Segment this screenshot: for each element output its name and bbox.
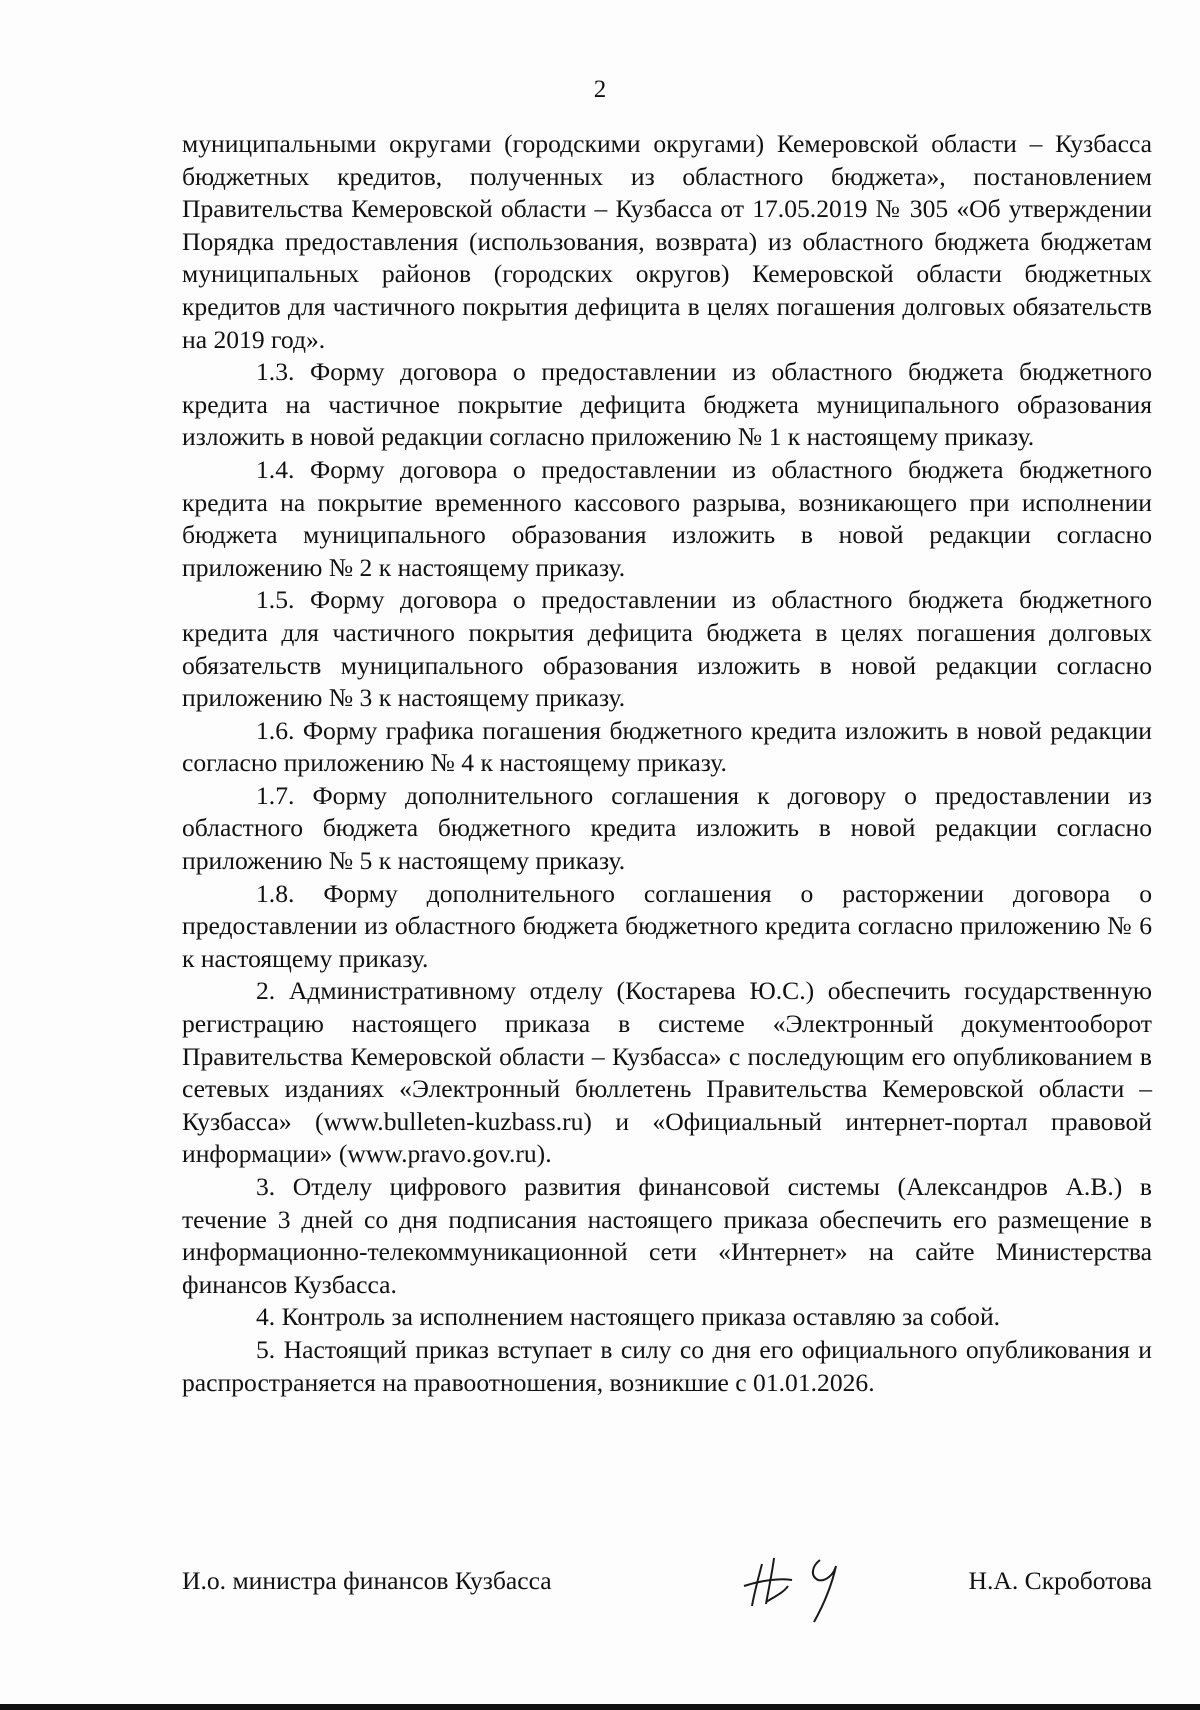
signature-block — [182, 1544, 1152, 1624]
paragraph-1-7: 1.7. Форму дополнительного соглашения к договору о предоставлении из областного бюджета бюджетного кредита изложить в новой редакции согласно приложению № 5 к настоящему приказу. — [182, 780, 1152, 876]
signatory-position: И.о. министра финансов Кузбасса — [182, 1566, 552, 1595]
handwritten-signature — [732, 1544, 862, 1624]
paragraph-5: 5. Настоящий приказ вступает в силу со дня его официального опубликования и распространяется на правоотношения, возникшие с 01.01.2026. — [182, 1334, 1152, 1397]
document-body — [182, 128, 1152, 1399]
page-number: 2 — [593, 76, 607, 103]
paragraph-1-6: 1.6. Форму графика погашения бюджетного кредита изложить в новой редакции согласно приложению № 4 к настоящему приказу. — [182, 715, 1152, 778]
paragraph-2: 2. Административному отделу (Костарева Ю.С.) обеспечить государственную регистрацию настоящего приказа в системе «Электронный документооборот Правительства Кемеровской области – Кузбасса» с последующим его опубликованием в сетевых изданиях «Электронный бюллетень Правительства Кемеровской области – Кузбасса» (www.bulleten-kuzbass.ru) и «Официальный интернет-портал правовой информации» (www.pravo.gov.ru). — [182, 976, 1152, 1169]
paragraph-4: 4. Контроль за исполнением настоящего приказа оставляю за собой. — [256, 1302, 1001, 1332]
paragraph-1-4: 1.4. Форму договора о предоставлении из областного бюджета бюджетного кредита на покрытие временного кассового разрыва, возникающего при исполнении бюджета муниципального образования изложить в новой редакции согласно приложению № 2 к настоящему приказу. — [182, 454, 1152, 582]
paragraph-1-5: 1.5. Форму договора о предоставлении из областного бюджета бюджетного кредита для частичного покрытия дефицита бюджета в целях погашения долговых обязательств муниципального образования изложить в новой редакции согласно приложению № 3 к настоящему приказу. — [182, 585, 1152, 713]
paragraph-3: 3. Отделу цифрового развития финансовой системы (Александров А.В.) в течение 3 дней со дня подписания настоящего приказа обеспечить его размещение в информационно-телекоммуникационной сети «Интернет» на сайте Министерства финансов Кузбасса. — [182, 1172, 1152, 1299]
signatory-name: Н.А. Скроботова — [968, 1566, 1152, 1595]
scan-bottom-edge — [0, 1704, 1200, 1710]
paragraph-1-3: 1.3. Форму договора о предоставлении из областного бюджета бюджетного кредита на частичное покрытие дефицита бюджета муниципального образования изложить в новой редакции согласно приложению № 1 к настоящему приказу. — [182, 357, 1152, 452]
paragraph-1-8: 1.8. Форму дополнительного соглашения о расторжении договора о предоставлении из областного бюджета бюджетного кредита согласно приложению № 6 к настоящему приказу. — [182, 878, 1152, 973]
paragraph-continuation: муниципальными округами (городскими округами) Кемеровской области – Кузбасса бюджетных кредитов, полученных из областного бюджета», постановлением Правительства Кемеровской области – Кузбасса от 17.05.2019 № 305 «Об утверждении Порядка предоставления (использования, возврата) из областного бюджета бюджетам муниципальных районов (городских округов) Кемеровской области бюджетных кредитов для частичного покрытия дефицита в целях погашения долговых обязательств на 2019 год». — [182, 129, 1152, 354]
